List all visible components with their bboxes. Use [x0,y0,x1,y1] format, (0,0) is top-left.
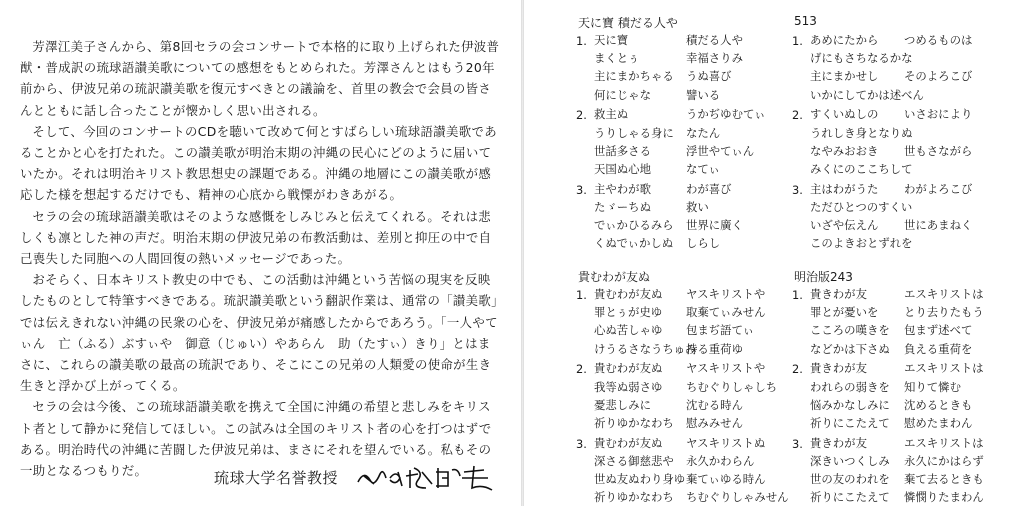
verses-lyric-line: 我等ぬ弱さゆ [594,379,663,394]
modern-verse-number: 2. [792,108,803,123]
verses-lyric-line: 救い [686,199,709,214]
modern-lyric-line: 沈めるときも [904,397,973,412]
modern-lyric-line: あめにたから [810,33,879,47]
modern-lyric-line: いざや伝えん [810,218,879,232]
verses-lyric-line: 譬いる [686,87,721,102]
modern-lyric-line: わがよろこび [904,181,973,196]
modern-lyric-line: 世の友のわれを [810,472,890,486]
verses-lyric-line: 沈むる時ん [686,397,743,412]
modern-lyric-line: われらの弱きを [810,379,890,394]
verses-lyric-line: 天に寶 [594,33,629,47]
modern-lyric-line: 包まず述べて [904,323,973,338]
verses-verse-number: 3. [576,436,587,451]
verses-lyric-line: 浮世やてぃん [686,143,755,158]
verses-lyric-line: 貴むわが友ぬ [594,361,663,376]
modern-lyric-line: ただひとつのすくい [810,199,913,214]
verses-lyric-line: 取棄てぃみせん [686,305,766,320]
modern-lyric-line: そのよろこび [904,69,973,84]
modern-lyric-line: エスキリストは [904,435,984,450]
verses-lyric-line: 幸福さりみ [686,51,743,66]
verses-lyric-line: ヤスキリストや [686,361,766,376]
hymn2-title: 貴むわが友ぬ [578,270,651,284]
verses-lyric-line: 心ぬ苦しゃゆ [594,323,663,338]
verses-lyric-line: 主にまかちゃる [594,69,674,84]
modern-lyric-line: 悩みかなしみに [810,397,890,412]
modern-lyric-line: 祈りにこたえて [810,490,890,505]
verses-lyric-line: 祈りゆかなわち [594,490,674,505]
modern-verse-number: 1. [792,288,803,302]
verses-verse-number: 1. [576,288,587,302]
modern-lyric-line: 深きいつくしみ [810,453,890,468]
verses-lyric-line: 貴むわが友ぬ [594,287,663,301]
verses-lyric-line: 包まぢ語てぃ [686,323,755,338]
modern-lyric-line: エスキリストは [904,361,984,376]
essay-paragraph-1: 芳澤江美子さんから、第8回セラの会コンサートで本格的に取り上げられた伊波普猷・普成訳の琉球語讃美歌についての感想をもとめられた。芳澤さんとはもう20年前から、伊波兄弟の琉訳讃美歌を復元すべきとの議論を、首里の教会で会員の皆さんとともに話し合ったことが懐かしく思い出される。 [20,39,500,118]
verses-lyric-line: うかぢゆむてぃ [686,107,766,122]
verses-lyric-line: たゞーちぬ [594,199,651,214]
modern-lyric-line: うれしき身となりぬ [810,125,913,140]
modern-lyric-line: げにもさちなるかな [810,51,913,66]
verses-lyric-line: 救主ぬ [594,107,629,122]
modern-lyric-line: 祈りにこたえて [810,415,890,430]
modern-lyric-line: つめるものは [904,33,973,47]
modern-lyric-line: 貴きわが友 [810,361,867,376]
modern-lyric-line: こころの嘆きを [810,323,890,338]
verses-verse-number: 3. [576,182,587,197]
modern-lyric-line: エスキリストは [904,287,984,301]
right-page [524,0,1024,506]
verses-lyric-line: でぃかひるみら [594,218,674,232]
verses-lyric-line: くぬでぃかしぬ [594,236,674,251]
verses-lyric-line: ちむぐりしゃしち [686,379,778,394]
modern-lyric-line: 永久にかはらず [904,453,984,468]
modern-lyric-line: みくにのここちして [810,161,913,176]
verses-lyric-line: 世界に廣く [686,218,743,232]
verses-lyric-line: 罪とぅが史ゆ [594,305,663,320]
verses-lyric-line: うぬ喜び [686,69,732,84]
modern-lyric-line: 罪とが憂いを [810,305,879,320]
verses-lyric-line: 永久かわらん [686,453,755,468]
verses-lyric-line: ヤスキリストや [686,287,766,301]
modern-lyric-line: 知りて憐む [904,379,961,394]
modern-lyric-line: などかは下さぬ [810,341,890,356]
verses-lyric-line: けうるさなうちゅみ [594,341,697,356]
essay-paragraph-4: おそらく、日本キリスト教史の中でも、この活動は沖縄という苦悩の現実を反映したものとして特筆すべきである。琉訳讃美歌という翻訳作業は、通常の「讃美歌」では伝えきれない沖縄の民衆の心を、伊波兄弟が痛感したからであろう。「一人やてぃん 亡（ふる）ぶすぃや 御意（じゅい）やあらん 助（たすぃ）きり」とはまさに、これらの讃美歌の最高の琉訳であり、そこにこの兄弟の人類愛の使命が生き生きと浮かび上がってくる。 [20,272,498,394]
verses-lyric-line: 深さる御慈悲や [594,453,674,468]
modern-lyric-line: とり去りたもう [904,305,984,320]
hymn1-number-header: 513 [794,14,817,28]
verses-lyric-line: 慰みみせん [686,415,743,430]
verses-lyric-line: 棄てぃゆる時ん [686,472,766,486]
modern-lyric-line: すくいぬしの [810,107,879,122]
modern-lyric-line: 慰めたまわん [904,415,973,430]
verses-lyric-line: なたん [686,125,721,140]
essay-paragraph-3: セラの会の琉球語讃美歌はそのような感慨をしみじみと伝えてくれる。それは悲しくも凛とした神の声だ。明治末期の伊波兄弟の布教活動は、差別と抑圧の中で自己喪失した同胞への人間回復の熱いメッセージであった。 [20,208,492,267]
verses-lyric-line: 世話多さる [594,143,651,158]
verses-lyric-line: 積だる人や [686,33,743,47]
modern-lyric-line: いさおにより [904,107,973,122]
verses-verse-number: 1. [576,34,587,48]
verses-verse-number: 2. [576,362,587,377]
author-title: 琉球大学名誉教授 [214,468,339,487]
verses-verse-number: 2. [576,108,587,123]
modern-verse-number: 1. [792,34,803,48]
verses-lyric-line: 主やわが歌 [594,181,651,196]
modern-verse-number: 3. [792,436,803,451]
modern-lyric-line: 主にまかせし [810,69,879,84]
modern-lyric-line: 世にあまねく [904,218,973,232]
hymn2-number-header: 明治版243 [794,270,853,284]
verses-lyric-line: 貴むわが友ぬ [594,435,663,450]
modern-lyric-line: 貴きわが友 [810,287,867,301]
modern-lyric-line: いかにしてかは述べん [810,87,924,102]
verses-lyric-line: まくとぅ [594,51,640,66]
verses-lyric-line: ちむぐりしゃみせん [686,490,789,505]
essay-paragraph-5: セラの会は今後、この琉球語讃美歌を携えて全国に沖縄の希望と悲しみをキリスト者として静かに発信してほしい。この試みは全国のキリスト者の心を打つはずである。明治時代の沖縄に苦闘した伊波兄弟は、まさにそれを望んでいる。私もその一助となるつもりだ。 [20,399,492,479]
verses-lyric-line: 世ぬ友ぬわり身ゆ [594,472,686,486]
modern-lyric-line: 貴きわが友 [810,435,867,450]
modern-lyric-line: 棄て去るときも [904,472,984,486]
modern-lyric-line: 憐憫りたまわん [904,490,984,505]
verses-lyric-line: なてぃ [686,161,720,176]
verses-lyric-line: しらし [686,236,721,251]
modern-lyric-line: 世もさながら [904,143,973,158]
verses-lyric-line: 何にじゃな [594,87,651,102]
modern-lyric-line: なやみおおき [810,143,879,158]
modern-lyric-line: このよきおとずれを [810,236,913,251]
verses-lyric-line: 憂悲しみに [594,397,651,412]
modern-verse-number: 2. [792,362,803,377]
verses-lyric-line: 祈りゆかなわち [594,415,674,430]
signature-block [214,462,502,492]
hymn1-title: 天に寶 積だる人や [578,16,678,30]
verses-lyric-line: ヤスキリストぬ [686,435,766,450]
verses-lyric-line: 持る重荷ゆ [686,341,743,356]
essay [20,36,502,481]
modern-lyric-line: 負える重荷を [904,341,973,356]
verses-lyric-line: わが喜び [686,181,732,196]
verses-lyric-line: 天国ぬ心地 [594,161,651,176]
essay-paragraph-2: そして、今回のコンサートのCDを聴いて改めて何とすばらしい琉球語讃美歌であることかと心を打たれた。この讃美歌が明治末期の沖縄の民心にどのように届いていたか。それは明治キリスト教思想史の課題である。沖縄の地層にこの讃美歌が感応した様を想起するだけでも、精神の心底から戦慄がわきあがる。 [20,123,497,203]
modern-verse-number: 3. [792,182,803,197]
verses-lyric-line: うりしゃる身に [594,125,674,140]
modern-lyric-line: 主はわがうた [810,181,879,196]
handwritten-signature [352,462,502,492]
